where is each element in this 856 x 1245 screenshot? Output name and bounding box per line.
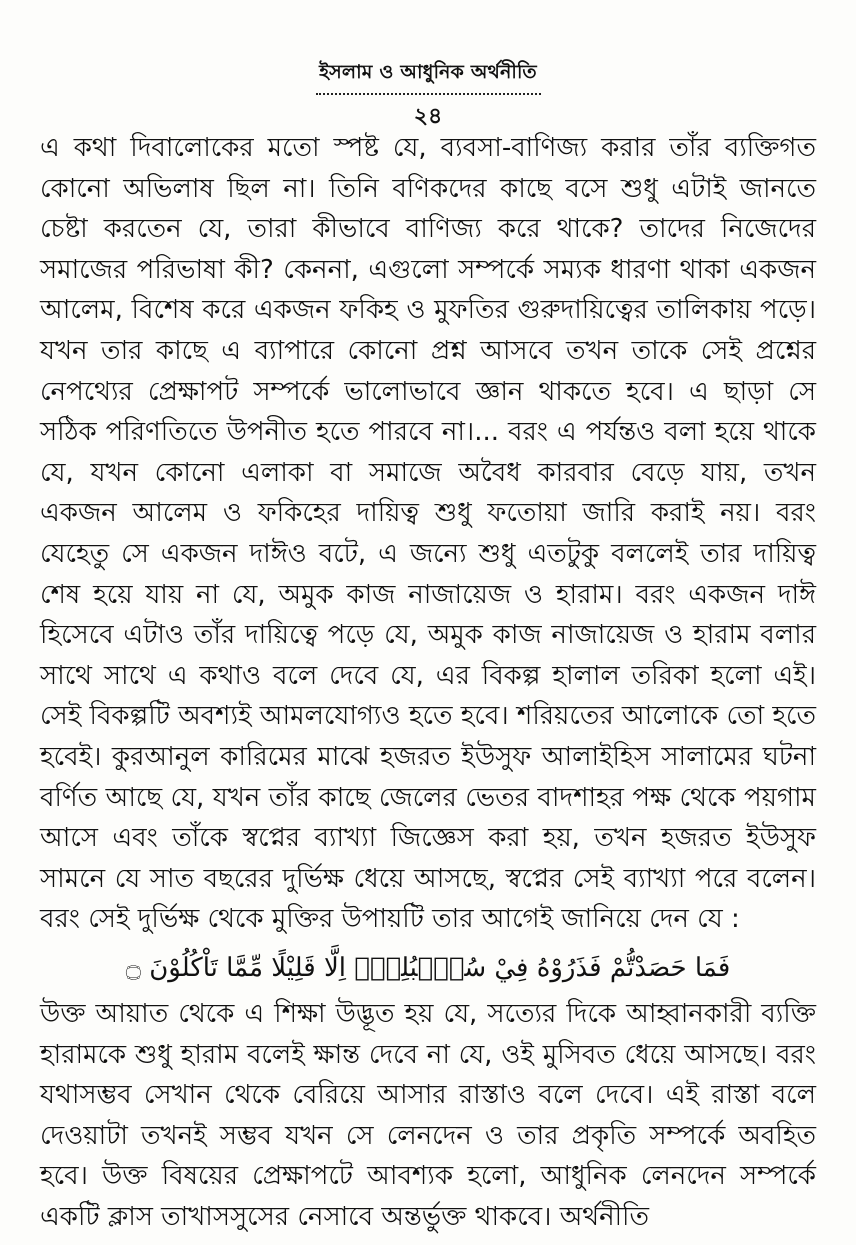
paragraph: এ কথা দিবালোকের মতো স্পষ্ট যে, ব্যবসা-বাণিজ্য করার তাঁর ব্যক্তিগত কোনো অভিলাষ ছিল না। তিনি বণিকদের কাছে বসে শুধু এটাই জানতে চেষ্টা করতেন যে, তারা কীভাবে বাণিজ্য করে থাকে? তাদের নিজেদের সমাজের পরিভাষা কী? কেননা, এগুলো সম্পর্কে সম্যক ধারণা থাকা একজন আলেম, বিশেষ করে একজন ফকিহ ও মুফতির গুরুদায়িত্বের তালিকায় পড়ে। যখন তার কাছে এ ব্যাপারে কোনো প্রশ্ন আসবে তখন তাকে সেই প্রশ্নের নেপথ্যের প্রেক্ষাপট সম্পর্কে ভালোভাবে জ্ঞান থাকতে হবে। এ ছাড়া সে সঠিক পরিণতিতে উপনীত হতে পারবে না।... বরং এ পর্যন্তও বলা হয়ে থাকে যে, যখন কোনো এলাকা বা সমাজে অবৈধ কারবার বেড়ে যায়, তখন একজন আলেম ও ফকিহের দায়িত্ব শুধু ফতোয়া জারি করাই নয়। বরং যেহেতু সে একজন দাঈও বটে, এ জন্যে শুধু এতটুকু বললেই তার দায়িত্ব শেষ হয়ে যায় না যে, অমুক কাজ নাজায়েজ ও হারাম। বরং একজন দাঈ হিসেবে এটাও তাঁর দায়িত্বে পড়ে যে, অমুক কাজ নাজায়েজ ও হারাম বলার সাথে সাথে এ কথাও বলে দেবে যে, এর বিকল্প হালাল তরিকা হলো এই। সেই বিকল্পটি অবশ্যই আমলযোগ্যও হতে হবে। শরিয়তের আলোকে তো হতে হবেই। কুরআনুল কারিমের মাঝে হজরত ইউসুফ আলাইহিস সালামের ঘটনা বর্ণিত আছে যে, যখন তাঁর কাছে জেলের ভেতর বাদশাহর পক্ষ থেকে পয়গাম আসে এবং তাঁকে স্বপ্নের ব্যাখ্যা জিজ্ঞেস করা হয়, তখন হজরত ইউসুফ সামনে যে সাত বছরের দুর্ভিক্ষ ধেয়ে আসছে, স্বপ্নের সেই ব্যাখ্যা পরে বলেন। বরং সেই দুর্ভিক্ষ থেকে মুক্তির উপায়টি তার আগেই জানিয়ে দেন যে :: [40, 133, 816, 935]
page-number: ২৪: [413, 104, 443, 129]
running-title: ইসলাম ও আধুনিক অর্থনীতি: [316, 58, 541, 95]
paragraph: উক্ত আয়াত থেকে এ শিক্ষা উদ্ভূত হয় যে, সত্যের দিকে আহ্বানকারী ব্যক্তি হারামকে শুধু হারাম বলেই ক্ষান্ত দেবে না যে, ওই মুসিবত ধেয়ে আসছে। বরং যথাসম্ভব সেখান থেকে বেরিয়ে আসার রাস্তাও বলে দেবে। এই রাস্তা বলে দেওয়াটা তখনই সম্ভব যখন সে লেনদেন ও তার প্রকৃতি সম্পর্কে অবহিত হবে। উক্ত বিষয়ের প্রেক্ষাপটে আবশ্যক হলো, আধুনিক লেনদেন সম্পর্কে একটি ক্লাস তাখাসসুসের নেসাবে অন্তর্ভুক্ত থাকবে। অর্থনীতি: [40, 999, 816, 1232]
body-text: [40, 128, 816, 940]
quran-verse: فَمَا حَصَدْتُّمْ فَذَرُوْهُ فِيْ سُنْۢبُلِهٖۤ اِلَّا قَلِيْلًا مِّمَّا تَاْكُلُوْنَ ۝: [125, 953, 731, 983]
page-header: [0, 58, 856, 136]
body-text-continued: [40, 994, 816, 1238]
